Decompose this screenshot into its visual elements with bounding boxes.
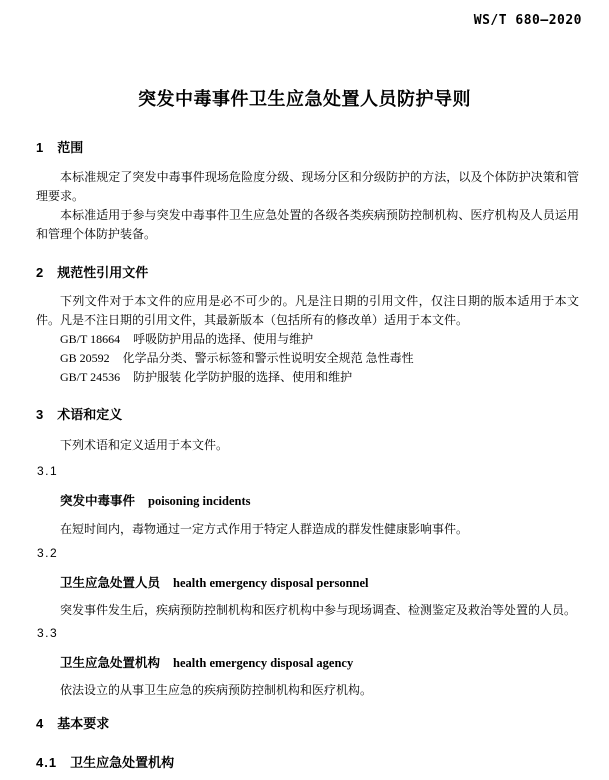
section-1-title: 范围 — [57, 140, 84, 155]
reference-name: 化学品分类、警示标签和警示性说明安全规范 急性毒性 — [122, 351, 414, 365]
term-number: 3.3 — [37, 626, 59, 640]
term-number: 3.1 — [37, 464, 59, 478]
section-4-1-title: 卫生应急处置机构 — [70, 755, 175, 770]
term-zh-label: 卫生应急处置人员 — [60, 576, 161, 590]
reference-code: GB/T 24536 — [60, 370, 121, 384]
term-definition: 在短时间内，毒物通过一定方式作用于特定人群造成的群发性健康影响事件。 — [60, 522, 469, 536]
reference-code: GB 20592 — [60, 351, 110, 365]
term-zh-label: 突发中毒事件 — [60, 494, 136, 508]
term-entry — [60, 653, 353, 672]
reference-name: 防护服装 化学防护服的选择、使用和维护 — [133, 370, 353, 384]
section-4-title: 基本要求 — [57, 716, 110, 731]
term-entry — [60, 491, 250, 510]
section-4-number: 4 — [36, 716, 45, 731]
section-1-heading — [36, 137, 83, 156]
reference-item — [60, 330, 414, 349]
section-2-title: 规范性引用文件 — [57, 265, 149, 280]
section-4-1-number: 4.1 — [36, 755, 58, 770]
document-title: 突发中毒事件卫生应急处置人员防护导则 — [138, 89, 471, 109]
section-3-number: 3 — [36, 407, 45, 422]
section-4-heading — [36, 713, 109, 732]
normative-references-list — [60, 330, 414, 387]
reference-name: 呼吸防护用品的选择、使用与维护 — [133, 332, 314, 346]
section-3-title: 术语和定义 — [57, 407, 123, 422]
section-3-intro: 下列术语和定义适用于本文件。 — [60, 438, 229, 452]
section-1-paragraph-1: 本标准规定了突发中毒事件现场危险度分级、现场分区和分级防护的方法，以及个体防护决策和管理要求。 — [36, 170, 579, 203]
reference-item — [60, 368, 414, 387]
section-1-number: 1 — [36, 140, 45, 155]
reference-code: GB/T 18664 — [60, 332, 121, 346]
term-definition: 依法设立的从事卫生应急的疾病预防控制机构和医疗机构。 — [60, 683, 373, 697]
term-en-label: poisoning incidents — [148, 494, 251, 508]
section-4-1-heading — [36, 752, 174, 771]
section-2-heading — [36, 262, 148, 281]
section-2-number: 2 — [36, 265, 45, 280]
term-zh-label: 卫生应急处置机构 — [60, 656, 161, 670]
standard-number: WS/T 680—2020 — [473, 13, 582, 28]
section-1-paragraph-2: 本标准适用于参与突发中毒事件卫生应急处置的各级各类疾病预防控制机构、医疗机构及人员运用和管理个体防护装备。 — [36, 208, 579, 241]
term-en-label: health emergency disposal agency — [173, 656, 354, 670]
term-number: 3.2 — [37, 546, 59, 560]
reference-item — [60, 349, 414, 368]
section-2-paragraph: 下列文件对于本文件的应用是必不可少的。凡是注日期的引用文件，仅注日期的版本适用于本文件。凡是不注日期的引用文件，其最新版本（包括所有的修改单）适用于本文件。 — [36, 294, 579, 327]
term-en-label: health emergency disposal personnel — [173, 576, 369, 590]
term-definition: 突发事件发生后，疾病预防控制机构和医疗机构中参与现场调查、检测鉴定及救治等处置的人员。 — [60, 603, 577, 617]
term-entry — [60, 573, 369, 592]
section-3-heading — [36, 404, 122, 423]
